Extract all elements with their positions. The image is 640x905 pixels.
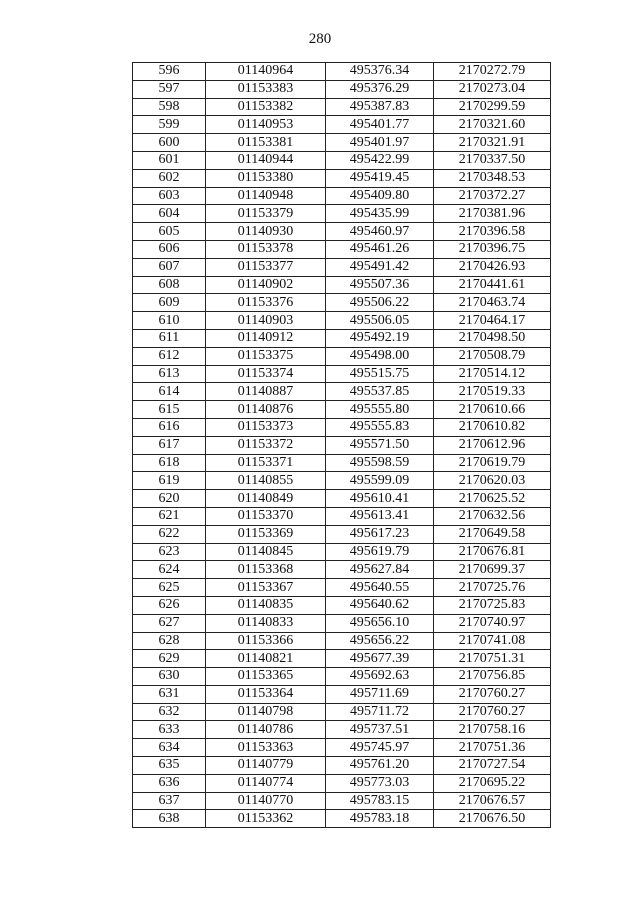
- y-coordinate-cell: 2170348.53: [434, 169, 551, 187]
- y-coordinate-cell: 2170610.82: [434, 418, 551, 436]
- point-code-cell: 01140798: [206, 703, 326, 721]
- table-row: [133, 525, 551, 543]
- point-number-cell: 606: [133, 240, 206, 258]
- x-coordinate-cell: 495491.42: [326, 258, 434, 276]
- table-row: [133, 436, 551, 454]
- x-coordinate-cell: 495387.83: [326, 98, 434, 116]
- table-row: [133, 632, 551, 650]
- point-code-cell: 01153379: [206, 205, 326, 223]
- y-coordinate-cell: 2170625.52: [434, 490, 551, 508]
- table-row: [133, 240, 551, 258]
- x-coordinate-cell: 495571.50: [326, 436, 434, 454]
- point-number-cell: 621: [133, 507, 206, 525]
- y-coordinate-cell: 2170619.79: [434, 454, 551, 472]
- y-coordinate-cell: 2170751.36: [434, 739, 551, 757]
- table-row: [133, 312, 551, 330]
- point-number-cell: 614: [133, 383, 206, 401]
- x-coordinate-cell: 495619.79: [326, 543, 434, 561]
- point-number-cell: 622: [133, 525, 206, 543]
- point-code-cell: 01153375: [206, 347, 326, 365]
- x-coordinate-cell: 495599.09: [326, 472, 434, 490]
- table-row: [133, 223, 551, 241]
- table-row: [133, 205, 551, 223]
- table-row: [133, 418, 551, 436]
- y-coordinate-cell: 2170321.91: [434, 134, 551, 152]
- x-coordinate-cell: 495555.83: [326, 418, 434, 436]
- table-row: [133, 810, 551, 828]
- point-number-cell: 628: [133, 632, 206, 650]
- point-code-cell: 01153369: [206, 525, 326, 543]
- point-code-cell: 01140948: [206, 187, 326, 205]
- x-coordinate-cell: 495761.20: [326, 757, 434, 775]
- point-number-cell: 629: [133, 650, 206, 668]
- point-number-cell: 624: [133, 561, 206, 579]
- point-code-cell: 01153367: [206, 579, 326, 597]
- y-coordinate-cell: 2170372.27: [434, 187, 551, 205]
- point-code-cell: 01153370: [206, 507, 326, 525]
- table-row: [133, 98, 551, 116]
- x-coordinate-cell: 495507.36: [326, 276, 434, 294]
- point-number-cell: 633: [133, 721, 206, 739]
- y-coordinate-cell: 2170758.16: [434, 721, 551, 739]
- point-number-cell: 616: [133, 418, 206, 436]
- point-code-cell: 01153374: [206, 365, 326, 383]
- point-number-cell: 618: [133, 454, 206, 472]
- x-coordinate-cell: 495711.69: [326, 685, 434, 703]
- y-coordinate-cell: 2170514.12: [434, 365, 551, 383]
- x-coordinate-cell: 495640.62: [326, 596, 434, 614]
- point-code-cell: 01153368: [206, 561, 326, 579]
- table-row: [133, 276, 551, 294]
- point-number-cell: 638: [133, 810, 206, 828]
- table-row: [133, 685, 551, 703]
- point-code-cell: 01153378: [206, 240, 326, 258]
- table-row: [133, 294, 551, 312]
- point-number-cell: 602: [133, 169, 206, 187]
- x-coordinate-cell: 495498.00: [326, 347, 434, 365]
- table-row: [133, 80, 551, 98]
- table-row: [133, 63, 551, 81]
- coordinates-table: [132, 62, 551, 828]
- point-number-cell: 631: [133, 685, 206, 703]
- point-number-cell: 617: [133, 436, 206, 454]
- y-coordinate-cell: 2170751.31: [434, 650, 551, 668]
- point-code-cell: 01153363: [206, 739, 326, 757]
- point-number-cell: 630: [133, 668, 206, 686]
- y-coordinate-cell: 2170337.50: [434, 151, 551, 169]
- x-coordinate-cell: 495460.97: [326, 223, 434, 241]
- y-coordinate-cell: 2170725.83: [434, 596, 551, 614]
- table-row: [133, 703, 551, 721]
- x-coordinate-cell: 495640.55: [326, 579, 434, 597]
- table-row: [133, 329, 551, 347]
- table-row: [133, 365, 551, 383]
- point-number-cell: 596: [133, 63, 206, 81]
- point-code-cell: 01140849: [206, 490, 326, 508]
- point-number-cell: 601: [133, 151, 206, 169]
- x-coordinate-cell: 495610.41: [326, 490, 434, 508]
- point-number-cell: 613: [133, 365, 206, 383]
- y-coordinate-cell: 2170396.58: [434, 223, 551, 241]
- point-code-cell: 01140903: [206, 312, 326, 330]
- x-coordinate-cell: 495435.99: [326, 205, 434, 223]
- table-row: [133, 401, 551, 419]
- page-number: 280: [308, 31, 332, 47]
- table-row: [133, 792, 551, 810]
- y-coordinate-cell: 2170725.76: [434, 579, 551, 597]
- y-coordinate-cell: 2170498.50: [434, 329, 551, 347]
- point-number-cell: 612: [133, 347, 206, 365]
- table-row: [133, 258, 551, 276]
- point-number-cell: 623: [133, 543, 206, 561]
- point-code-cell: 01140779: [206, 757, 326, 775]
- point-number-cell: 636: [133, 774, 206, 792]
- x-coordinate-cell: 495506.05: [326, 312, 434, 330]
- table-row: [133, 543, 551, 561]
- table-row: [133, 383, 551, 401]
- point-number-cell: 610: [133, 312, 206, 330]
- table-row: [133, 614, 551, 632]
- x-coordinate-cell: 495783.18: [326, 810, 434, 828]
- point-number-cell: 600: [133, 134, 206, 152]
- y-coordinate-cell: 2170508.79: [434, 347, 551, 365]
- point-number-cell: 634: [133, 739, 206, 757]
- x-coordinate-cell: 495677.39: [326, 650, 434, 668]
- x-coordinate-cell: 495692.63: [326, 668, 434, 686]
- table-row: [133, 650, 551, 668]
- x-coordinate-cell: 495773.03: [326, 774, 434, 792]
- table-row: [133, 561, 551, 579]
- point-code-cell: 01153377: [206, 258, 326, 276]
- x-coordinate-cell: 495737.51: [326, 721, 434, 739]
- point-code-cell: 01153372: [206, 436, 326, 454]
- table-row: [133, 774, 551, 792]
- point-number-cell: 637: [133, 792, 206, 810]
- y-coordinate-cell: 2170381.96: [434, 205, 551, 223]
- y-coordinate-cell: 2170299.59: [434, 98, 551, 116]
- table-row: [133, 579, 551, 597]
- point-code-cell: 01140930: [206, 223, 326, 241]
- x-coordinate-cell: 495627.84: [326, 561, 434, 579]
- point-number-cell: 607: [133, 258, 206, 276]
- x-coordinate-cell: 495409.80: [326, 187, 434, 205]
- point-number-cell: 609: [133, 294, 206, 312]
- point-code-cell: 01153373: [206, 418, 326, 436]
- table-row: [133, 739, 551, 757]
- point-code-cell: 01140770: [206, 792, 326, 810]
- y-coordinate-cell: 2170676.57: [434, 792, 551, 810]
- y-coordinate-cell: 2170321.60: [434, 116, 551, 134]
- y-coordinate-cell: 2170426.93: [434, 258, 551, 276]
- table-row: [133, 472, 551, 490]
- point-number-cell: 615: [133, 401, 206, 419]
- y-coordinate-cell: 2170463.74: [434, 294, 551, 312]
- point-number-cell: 635: [133, 757, 206, 775]
- x-coordinate-cell: 495783.15: [326, 792, 434, 810]
- y-coordinate-cell: 2170519.33: [434, 383, 551, 401]
- point-number-cell: 632: [133, 703, 206, 721]
- y-coordinate-cell: 2170741.08: [434, 632, 551, 650]
- point-number-cell: 597: [133, 80, 206, 98]
- y-coordinate-cell: 2170699.37: [434, 561, 551, 579]
- y-coordinate-cell: 2170676.50: [434, 810, 551, 828]
- point-number-cell: 611: [133, 329, 206, 347]
- point-number-cell: 598: [133, 98, 206, 116]
- y-coordinate-cell: 2170272.79: [434, 63, 551, 81]
- table-row: [133, 454, 551, 472]
- table-row: [133, 187, 551, 205]
- point-number-cell: 626: [133, 596, 206, 614]
- table-row: [133, 668, 551, 686]
- point-code-cell: 01140774: [206, 774, 326, 792]
- point-number-cell: 619: [133, 472, 206, 490]
- x-coordinate-cell: 495401.97: [326, 134, 434, 152]
- x-coordinate-cell: 495422.99: [326, 151, 434, 169]
- y-coordinate-cell: 2170620.03: [434, 472, 551, 490]
- y-coordinate-cell: 2170612.96: [434, 436, 551, 454]
- point-code-cell: 01140912: [206, 329, 326, 347]
- y-coordinate-cell: 2170756.85: [434, 668, 551, 686]
- x-coordinate-cell: 495461.26: [326, 240, 434, 258]
- x-coordinate-cell: 495617.23: [326, 525, 434, 543]
- point-code-cell: 01153364: [206, 685, 326, 703]
- table-row: [133, 490, 551, 508]
- table-row: [133, 151, 551, 169]
- y-coordinate-cell: 2170273.04: [434, 80, 551, 98]
- table-row: [133, 721, 551, 739]
- point-code-cell: 01153365: [206, 668, 326, 686]
- x-coordinate-cell: 495376.29: [326, 80, 434, 98]
- point-number-cell: 603: [133, 187, 206, 205]
- point-code-cell: 01140944: [206, 151, 326, 169]
- point-number-cell: 625: [133, 579, 206, 597]
- point-code-cell: 01153382: [206, 98, 326, 116]
- y-coordinate-cell: 2170760.27: [434, 703, 551, 721]
- point-number-cell: 604: [133, 205, 206, 223]
- point-code-cell: 01140964: [206, 63, 326, 81]
- point-code-cell: 01140821: [206, 650, 326, 668]
- coordinates-table-body: [133, 63, 551, 828]
- table-row: [133, 347, 551, 365]
- x-coordinate-cell: 495656.22: [326, 632, 434, 650]
- point-code-cell: 01140833: [206, 614, 326, 632]
- y-coordinate-cell: 2170760.27: [434, 685, 551, 703]
- y-coordinate-cell: 2170396.75: [434, 240, 551, 258]
- table-row: [133, 116, 551, 134]
- point-code-cell: 01153366: [206, 632, 326, 650]
- y-coordinate-cell: 2170649.58: [434, 525, 551, 543]
- y-coordinate-cell: 2170610.66: [434, 401, 551, 419]
- point-code-cell: 01153383: [206, 80, 326, 98]
- point-code-cell: 01153362: [206, 810, 326, 828]
- table-row: [133, 757, 551, 775]
- x-coordinate-cell: 495515.75: [326, 365, 434, 383]
- x-coordinate-cell: 495506.22: [326, 294, 434, 312]
- x-coordinate-cell: 495613.41: [326, 507, 434, 525]
- point-code-cell: 01140786: [206, 721, 326, 739]
- x-coordinate-cell: 495745.97: [326, 739, 434, 757]
- point-number-cell: 620: [133, 490, 206, 508]
- x-coordinate-cell: 495419.45: [326, 169, 434, 187]
- x-coordinate-cell: 495492.19: [326, 329, 434, 347]
- y-coordinate-cell: 2170695.22: [434, 774, 551, 792]
- x-coordinate-cell: 495376.34: [326, 63, 434, 81]
- y-coordinate-cell: 2170727.54: [434, 757, 551, 775]
- x-coordinate-cell: 495537.85: [326, 383, 434, 401]
- point-code-cell: 01140902: [206, 276, 326, 294]
- point-code-cell: 01140953: [206, 116, 326, 134]
- table-row: [133, 134, 551, 152]
- point-code-cell: 01140887: [206, 383, 326, 401]
- point-code-cell: 01153381: [206, 134, 326, 152]
- point-code-cell: 01140855: [206, 472, 326, 490]
- y-coordinate-cell: 2170632.56: [434, 507, 551, 525]
- point-number-cell: 605: [133, 223, 206, 241]
- point-code-cell: 01140835: [206, 596, 326, 614]
- point-number-cell: 608: [133, 276, 206, 294]
- y-coordinate-cell: 2170464.17: [434, 312, 551, 330]
- y-coordinate-cell: 2170441.61: [434, 276, 551, 294]
- x-coordinate-cell: 495555.80: [326, 401, 434, 419]
- point-code-cell: 01153380: [206, 169, 326, 187]
- x-coordinate-cell: 495656.10: [326, 614, 434, 632]
- point-number-cell: 599: [133, 116, 206, 134]
- point-code-cell: 01153371: [206, 454, 326, 472]
- x-coordinate-cell: 495401.77: [326, 116, 434, 134]
- table-row: [133, 596, 551, 614]
- point-number-cell: 627: [133, 614, 206, 632]
- point-code-cell: 01153376: [206, 294, 326, 312]
- y-coordinate-cell: 2170740.97: [434, 614, 551, 632]
- x-coordinate-cell: 495598.59: [326, 454, 434, 472]
- y-coordinate-cell: 2170676.81: [434, 543, 551, 561]
- table-row: [133, 169, 551, 187]
- table-row: [133, 507, 551, 525]
- point-code-cell: 01140845: [206, 543, 326, 561]
- point-code-cell: 01140876: [206, 401, 326, 419]
- x-coordinate-cell: 495711.72: [326, 703, 434, 721]
